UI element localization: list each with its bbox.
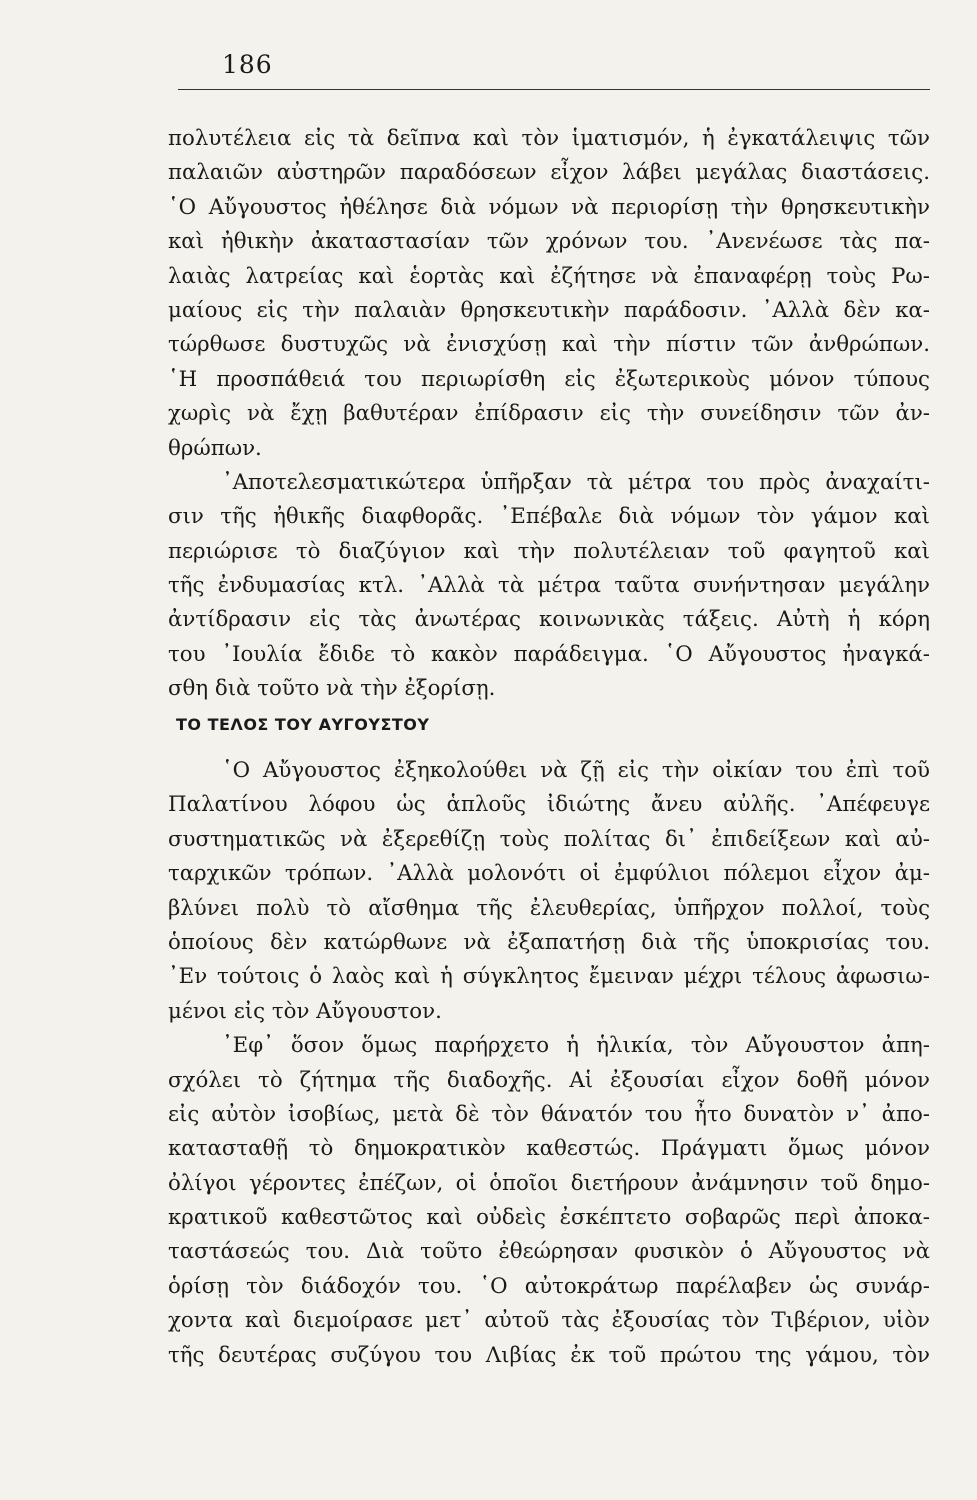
text-line: Παλατίνου λόφου ὡς ἁπλοῦς ἰδιώτης ἄνευ αὐλῆς. ᾿Απέφευγε [168,792,930,818]
text-line: περιώρισε τὸ διαζύγιον καὶ τὴν πολυτέλειαν τοῦ φαγητοῦ καὶ [168,538,930,564]
text-line: σθη διὰ τοῦτο νὰ τὴν ἐξορίσῃ. [168,676,496,702]
text-line: κατασταθῇ τὸ δημοκρατικὸν καθεστώς. Πράγματι ὅμως μόνον [168,1136,930,1162]
text-line: ῾Ο Αὔγουστος ἐξηκολούθει νὰ ζῇ εἰς τὴν οἰκίαν του ἐπὶ τοῦ [222,758,930,783]
text-line: ᾿Αποτελεσματικώτερα ὑπῆρξαν τὰ μέτρα του πρὸς ἀναχαίτι- [222,469,930,495]
text-line: ᾿Εν τούτοις ὁ λαὸς καὶ ἡ σύγκλητος ἔμειναν μέχρι τέλους ἀφωσιω- [168,964,930,990]
text-line: λαιὰς λατρείας καὶ ἑορτὰς καὶ ἐζήτησε νὰ ἐπαναφέρῃ τοὺς Ρω- [168,263,930,289]
text-line: εἰς αὐτὸν ἰσοβίως, μετὰ δὲ τὸν θάνατόν του ἦτο δυνατὸν ν᾿ ἀπο- [168,1101,930,1127]
text-line: συστηματικῶς νὰ ἐξερεθίζῃ τοὺς πολίτας δι᾿ ἐπιδείξεων καὶ αὐ- [168,826,930,852]
text-line: θρώπων. [168,435,262,461]
text-line: καὶ ἠθικὴν ἀκαταστασίαν τῶν χρόνων του. ᾿Ανενέωσε τὰς πα- [168,229,930,255]
body-text-top [168,122,930,707]
text-line: ταστάσεώς του. Διὰ τοῦτο ἐθεώρησαν φυσικὸν ὁ Αὔγουστος νὰ [168,1239,930,1265]
text-line: τῆς ἐνδυμασίας κτλ. ᾿Αλλὰ τὰ μέτρα ταῦτα συνήντησαν μεγάλην [168,573,930,599]
paragraph-3 [168,754,930,1029]
section-heading: ΤΟ ΤΕΛΟΣ ΤΟΥ ΑΥΓΟΥΣΤΟΥ [176,715,430,734]
page-number: 186 [222,50,273,79]
paragraph-4 [168,1029,930,1373]
text-line: ὁποίους δὲν κατώρθωνε νὰ ἐξαπατήσῃ διὰ τῆς ὑποκρισίας του. [168,929,930,955]
text-line: χωρὶς νὰ ἔχῃ βαθυτέραν ἐπίδρασιν εἰς τὴν συνείδησιν τῶν ἀν- [168,401,930,427]
body-text-bottom [168,754,930,1373]
text-line: τῆς δευτέρας συζύγου του Λιβίας ἐκ τοῦ πρώτου της γάμου, τὸν [168,1342,930,1368]
text-line: μένοι εἰς τὸν Αὔγουστον. [168,998,442,1024]
text-line: μαίους εἰς τὴν παλαιὰν θρησκευτικὴν παράδοσιν. ᾿Αλλὰ δὲν κα- [168,297,930,323]
text-line: ταρχικῶν τρόπων. ᾿Αλλὰ μολονότι οἱ ἐμφύλιοι πόλεμοι εἶχον ἀμ- [168,861,930,887]
text-line: ῾Η προσπάθειά του περιωρίσθη εἰς ἐξωτερικοὺς μόνον τύπους [168,366,930,392]
text-line: σχόλει τὸ ζήτημα τῆς διαδοχῆς. Αἱ ἐξουσίαι εἶχον δοθῆ μόνον [168,1067,930,1093]
text-line: ὀλίγοι γέροντες ἐπέζων, οἱ ὁποῖοι διετήρουν ἀνάμνησιν τοῦ δημο- [168,1170,930,1196]
text-line: βλύνει πολὺ τὸ αἴσθημα τῆς ἐλευθερίας, ὑπῆρχον πολλοί, τοὺς [168,895,930,921]
text-line: πολυτέλεια εἰς τὰ δεῖπνα καὶ τὸν ἱματισμόν, ἡ ἐγκατάλειψις τῶν [168,126,930,151]
text-line: τώρθωσε δυστυχῶς νὰ ἐνισχύσῃ καὶ τὴν πίστιν τῶν ἀνθρώπων. [168,332,930,358]
text-line: ῾Ο Αὔγουστος ἠθέλησε διὰ νόμων νὰ περιορίσῃ τὴν θρησκευτικὴν [168,194,930,220]
paragraph-1 [168,122,930,466]
text-line: ᾿Εφ᾿ ὅσον ὅμως παρήρχετο ἡ ἡλικία, τὸν Αὔγουστον ἀπη- [222,1033,930,1059]
header-rule [178,89,930,90]
text-line: σιν τῆς ἠθικῆς διαφθορᾶς. ᾿Επέβαλε διὰ νόμων τὸν γάμον καὶ [168,504,930,530]
text-line: του ᾿Ιουλία ἔδιδε τὸ κακὸν παράδειγμα. ῾Ο Αὔγουστος ἠναγκά- [168,641,930,667]
text-line: ἀντίδρασιν εἰς τὰς ἀνωτέρας κοινωνικὰς τάξεις. Αὐτὴ ἡ κόρη [168,607,930,633]
paragraph-2 [168,466,930,707]
text-line: κρατικοῦ καθεστῶτος καὶ οὐδεὶς ἐσκέπτετο σοβαρῶς περὶ ἀποκα- [168,1205,930,1231]
text-line: χοντα καὶ διεμοίρασε μετ᾿ αὐτοῦ τὰς ἐξουσίας τὸν Τιβέριον, υἱὸν [168,1308,930,1334]
text-line: παλαιῶν αὐστηρῶν παραδόσεων εἶχον λάβει μεγάλας διαστάσεις. [168,160,930,186]
text-line: ὁρίσῃ τὸν διάδοχόν του. ῾Ο αὐτοκράτωρ παρέλαβεν ὡς συνάρ- [168,1273,930,1299]
